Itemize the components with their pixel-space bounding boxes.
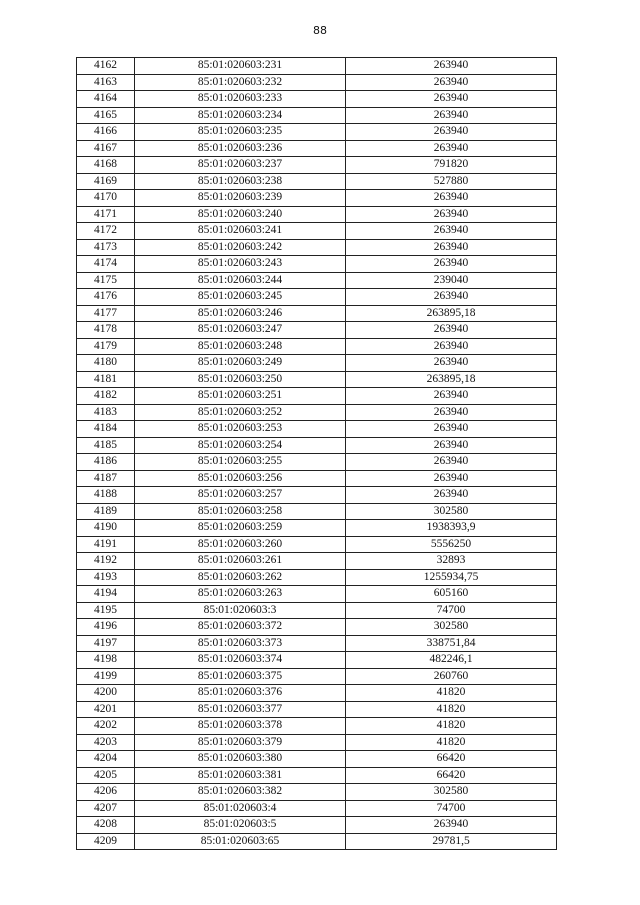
table-row	[77, 454, 557, 471]
value-cell: 482246,1	[346, 652, 557, 669]
row-number-cell: 4189	[77, 503, 135, 520]
row-number-cell: 4204	[77, 751, 135, 768]
row-number-cell: 4205	[77, 767, 135, 784]
row-number-cell: 4197	[77, 635, 135, 652]
table-row	[77, 289, 557, 306]
row-number-cell: 4184	[77, 421, 135, 438]
value-cell: 239040	[346, 272, 557, 289]
value-cell: 338751,84	[346, 635, 557, 652]
value-cell: 41820	[346, 701, 557, 718]
table-row	[77, 107, 557, 124]
row-number-cell: 4191	[77, 536, 135, 553]
value-cell: 263940	[346, 322, 557, 339]
cadastral-number-cell: 85:01:020603:257	[135, 487, 346, 504]
table-row	[77, 371, 557, 388]
table-row	[77, 223, 557, 240]
cadastral-number-cell: 85:01:020603:379	[135, 734, 346, 751]
table-row	[77, 487, 557, 504]
cadastral-number-cell: 85:01:020603:3	[135, 602, 346, 619]
value-cell: 263895,18	[346, 305, 557, 322]
table-row	[77, 124, 557, 141]
value-cell: 74700	[346, 602, 557, 619]
cadastral-number-cell: 85:01:020603:245	[135, 289, 346, 306]
row-number-cell: 4172	[77, 223, 135, 240]
value-cell: 302580	[346, 619, 557, 636]
row-number-cell: 4209	[77, 833, 135, 850]
cadastral-number-cell: 85:01:020603:252	[135, 404, 346, 421]
cadastral-number-cell: 85:01:020603:380	[135, 751, 346, 768]
value-cell: 263895,18	[346, 371, 557, 388]
cadastral-number-cell: 85:01:020603:235	[135, 124, 346, 141]
table-row	[77, 322, 557, 339]
row-number-cell: 4176	[77, 289, 135, 306]
value-cell: 41820	[346, 734, 557, 751]
value-cell: 5556250	[346, 536, 557, 553]
cadastral-number-cell: 85:01:020603:231	[135, 58, 346, 75]
cadastral-number-cell: 85:01:020603:234	[135, 107, 346, 124]
value-cell: 263940	[346, 256, 557, 273]
value-cell: 263940	[346, 223, 557, 240]
row-number-cell: 4199	[77, 668, 135, 685]
row-number-cell: 4208	[77, 817, 135, 834]
row-number-cell: 4202	[77, 718, 135, 735]
cadastral-number-cell: 85:01:020603:246	[135, 305, 346, 322]
row-number-cell: 4200	[77, 685, 135, 702]
value-cell: 263940	[346, 454, 557, 471]
value-cell: 263940	[346, 404, 557, 421]
cadastral-number-cell: 85:01:020603:249	[135, 355, 346, 372]
cadastral-number-cell: 85:01:020603:236	[135, 140, 346, 157]
value-cell: 263940	[346, 437, 557, 454]
cadastral-number-cell: 85:01:020603:376	[135, 685, 346, 702]
table-row	[77, 190, 557, 207]
row-number-cell: 4181	[77, 371, 135, 388]
value-cell: 29781,5	[346, 833, 557, 850]
row-number-cell: 4194	[77, 586, 135, 603]
value-cell: 263940	[346, 206, 557, 223]
row-number-cell: 4174	[77, 256, 135, 273]
row-number-cell: 4190	[77, 520, 135, 537]
table-row	[77, 355, 557, 372]
table-row	[77, 652, 557, 669]
table-row	[77, 74, 557, 91]
value-cell: 41820	[346, 685, 557, 702]
value-cell: 263940	[346, 107, 557, 124]
cadastral-number-cell: 85:01:020603:251	[135, 388, 346, 405]
row-number-cell: 4165	[77, 107, 135, 124]
cadastral-number-cell: 85:01:020603:239	[135, 190, 346, 207]
value-cell: 263940	[346, 190, 557, 207]
table-row	[77, 520, 557, 537]
cadastral-number-cell: 85:01:020603:381	[135, 767, 346, 784]
table-row	[77, 668, 557, 685]
cadastral-number-cell: 85:01:020603:258	[135, 503, 346, 520]
cadastral-number-cell: 85:01:020603:237	[135, 157, 346, 174]
cadastral-number-cell: 85:01:020603:248	[135, 338, 346, 355]
cadastral-number-cell: 85:01:020603:260	[135, 536, 346, 553]
table-row	[77, 58, 557, 75]
table-row	[77, 635, 557, 652]
cadastral-number-cell: 85:01:020603:242	[135, 239, 346, 256]
cadastral-number-cell: 85:01:020603:241	[135, 223, 346, 240]
cadastral-number-cell: 85:01:020603:256	[135, 470, 346, 487]
table-row	[77, 602, 557, 619]
row-number-cell: 4164	[77, 91, 135, 108]
value-cell: 1938393,9	[346, 520, 557, 537]
table-row	[77, 256, 557, 273]
cadastral-number-cell: 85:01:020603:378	[135, 718, 346, 735]
value-cell: 66420	[346, 767, 557, 784]
row-number-cell: 4195	[77, 602, 135, 619]
row-number-cell: 4179	[77, 338, 135, 355]
cadastral-number-cell: 85:01:020603:375	[135, 668, 346, 685]
row-number-cell: 4168	[77, 157, 135, 174]
row-number-cell: 4196	[77, 619, 135, 636]
table-row	[77, 586, 557, 603]
row-number-cell: 4166	[77, 124, 135, 141]
row-number-cell: 4198	[77, 652, 135, 669]
table-row	[77, 388, 557, 405]
row-number-cell: 4169	[77, 173, 135, 190]
value-cell: 260760	[346, 668, 557, 685]
table-row	[77, 817, 557, 834]
table-row	[77, 536, 557, 553]
value-cell: 263940	[346, 289, 557, 306]
table-row	[77, 718, 557, 735]
row-number-cell: 4170	[77, 190, 135, 207]
value-cell: 263940	[346, 91, 557, 108]
row-number-cell: 4192	[77, 553, 135, 570]
table-row	[77, 784, 557, 801]
row-number-cell: 4180	[77, 355, 135, 372]
table-row	[77, 338, 557, 355]
value-cell: 263940	[346, 140, 557, 157]
value-cell: 263940	[346, 239, 557, 256]
row-number-cell: 4186	[77, 454, 135, 471]
cadastral-number-cell: 85:01:020603:240	[135, 206, 346, 223]
value-cell: 263940	[346, 421, 557, 438]
value-cell: 791820	[346, 157, 557, 174]
row-number-cell: 4175	[77, 272, 135, 289]
value-cell: 263940	[346, 355, 557, 372]
table-row	[77, 272, 557, 289]
cadastral-number-cell: 85:01:020603:243	[135, 256, 346, 273]
value-cell: 263940	[346, 817, 557, 834]
cadastral-number-cell: 85:01:020603:247	[135, 322, 346, 339]
table-row	[77, 767, 557, 784]
table-row	[77, 173, 557, 190]
table-row	[77, 685, 557, 702]
row-number-cell: 4193	[77, 569, 135, 586]
value-cell: 263940	[346, 338, 557, 355]
value-cell: 527880	[346, 173, 557, 190]
cadastral-number-cell: 85:01:020603:5	[135, 817, 346, 834]
row-number-cell: 4203	[77, 734, 135, 751]
row-number-cell: 4201	[77, 701, 135, 718]
value-cell: 302580	[346, 503, 557, 520]
row-number-cell: 4187	[77, 470, 135, 487]
table-row	[77, 437, 557, 454]
cadastral-number-cell: 85:01:020603:253	[135, 421, 346, 438]
table-row	[77, 503, 557, 520]
table-body	[77, 58, 557, 850]
table-row	[77, 569, 557, 586]
row-number-cell: 4173	[77, 239, 135, 256]
cadastral-number-cell: 85:01:020603:259	[135, 520, 346, 537]
row-number-cell: 4167	[77, 140, 135, 157]
page-number: 88	[313, 24, 327, 37]
row-number-cell: 4162	[77, 58, 135, 75]
value-cell: 32893	[346, 553, 557, 570]
table-row	[77, 157, 557, 174]
value-cell: 263940	[346, 388, 557, 405]
cadastral-number-cell: 85:01:020603:250	[135, 371, 346, 388]
value-cell: 263940	[346, 74, 557, 91]
table-row	[77, 239, 557, 256]
table-row	[77, 833, 557, 850]
value-cell: 263940	[346, 124, 557, 141]
table-row	[77, 734, 557, 751]
cadastral-number-cell: 85:01:020603:233	[135, 91, 346, 108]
value-cell: 263940	[346, 487, 557, 504]
cadastral-number-cell: 85:01:020603:377	[135, 701, 346, 718]
cadastral-number-cell: 85:01:020603:65	[135, 833, 346, 850]
cadastral-number-cell: 85:01:020603:372	[135, 619, 346, 636]
cadastral-number-cell: 85:01:020603:263	[135, 586, 346, 603]
cadastral-number-cell: 85:01:020603:382	[135, 784, 346, 801]
table-row	[77, 206, 557, 223]
table-row	[77, 421, 557, 438]
cadastral-number-cell: 85:01:020603:262	[135, 569, 346, 586]
row-number-cell: 4171	[77, 206, 135, 223]
cadastral-number-cell: 85:01:020603:254	[135, 437, 346, 454]
value-cell: 263940	[346, 58, 557, 75]
row-number-cell: 4185	[77, 437, 135, 454]
row-number-cell: 4206	[77, 784, 135, 801]
cadastral-number-cell: 85:01:020603:374	[135, 652, 346, 669]
cadastral-value-table	[76, 57, 557, 850]
row-number-cell: 4207	[77, 800, 135, 817]
cadastral-number-cell: 85:01:020603:244	[135, 272, 346, 289]
cadastral-number-cell: 85:01:020603:255	[135, 454, 346, 471]
value-cell: 1255934,75	[346, 569, 557, 586]
cadastral-number-cell: 85:01:020603:4	[135, 800, 346, 817]
row-number-cell: 4178	[77, 322, 135, 339]
row-number-cell: 4182	[77, 388, 135, 405]
cadastral-number-cell: 85:01:020603:373	[135, 635, 346, 652]
table-row	[77, 91, 557, 108]
cadastral-number-cell: 85:01:020603:261	[135, 553, 346, 570]
row-number-cell: 4163	[77, 74, 135, 91]
table-row	[77, 553, 557, 570]
table-row	[77, 751, 557, 768]
value-cell: 263940	[346, 470, 557, 487]
row-number-cell: 4183	[77, 404, 135, 421]
value-cell: 66420	[346, 751, 557, 768]
table-row	[77, 619, 557, 636]
value-cell: 41820	[346, 718, 557, 735]
table-row	[77, 800, 557, 817]
table-row	[77, 701, 557, 718]
table-row	[77, 305, 557, 322]
value-cell: 74700	[346, 800, 557, 817]
table-row	[77, 404, 557, 421]
table-row	[77, 470, 557, 487]
value-cell: 605160	[346, 586, 557, 603]
row-number-cell: 4188	[77, 487, 135, 504]
cadastral-number-cell: 85:01:020603:232	[135, 74, 346, 91]
cadastral-number-cell: 85:01:020603:238	[135, 173, 346, 190]
table-row	[77, 140, 557, 157]
value-cell: 302580	[346, 784, 557, 801]
row-number-cell: 4177	[77, 305, 135, 322]
